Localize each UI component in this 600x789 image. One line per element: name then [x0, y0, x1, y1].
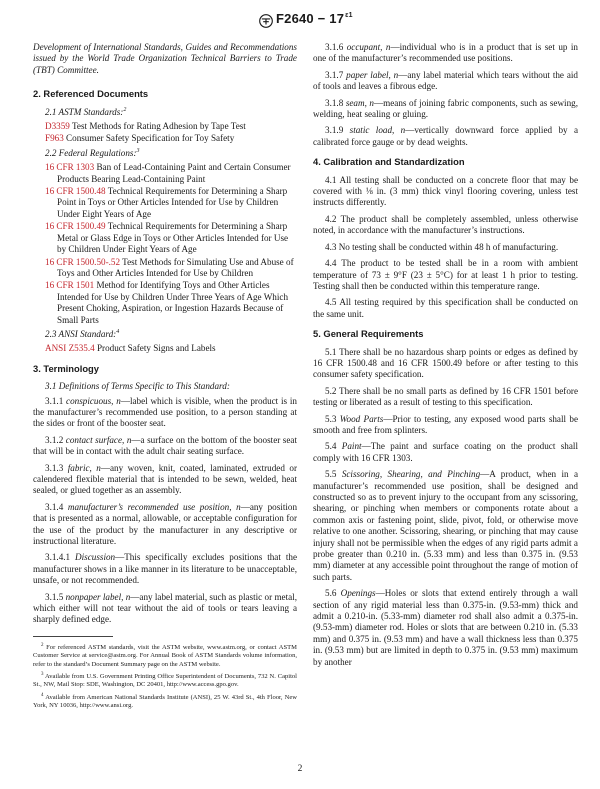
def-3-1-9: 3.1.9 static load, n—vertically downward force applied by a calibrated force gauge or by dead weights. — [313, 125, 579, 147]
def-3-1-8: 3.1.8 seam, n—means of joining fabric components, such as sewing, welding, heat sealing or gluing. — [313, 97, 578, 120]
footnote-3: $^3$ Available from U.S. Government Printing Office Superintendent of Documents, 732 N. Capitol St., NW, Mail Stop: SDE, Washington, DC 20401, http://www.access.gpo.gov. — [33, 671, 297, 689]
para-5-2: 5.2 There shall be no small parts as defined by 16 CFR 1501 before testing or liberated as a result of testing to this specification. — [313, 385, 578, 408]
def-3-1-6: 3.1.6 occupant, n—individual who is in a product that is set up in one of the manufacturer’s recommended use positions. — [313, 42, 578, 64]
def-3-1-2: 3.1.2 contact surface, n—a surface on the bottom of the booster seat that will be in contact with the adult chair seating surface. — [33, 434, 297, 457]
para-5-6: 5.6 Openings—Holes or slots that extend entirely through a wall section of any rigid material less than 0.375-in. (9.53-mm) thick and admit a 0.210-in. (5.33-mm) diameter rod shall also admit a 0.375-in. (9.53-mm) diameter rod. Holes or slots that are between 0.210 in. (5.33 mm) and 0.375 in. (9.53 mm) and have a wall thickness less than 0.375 in. (9.53 mm) but are limited in depth to 0.375 in. (9.53 mm) maximum by another — [313, 588, 578, 667]
ref-16cfr1501[interactable]: 16 CFR 1501 Method for Identifying Toys and Other Articles Intended for Use by Children Under Three Years of Age Which Present Choking, Aspiration, or Ingestion Hazards Because of Small Parts — [45, 280, 289, 325]
section-2-3: 2.3 ANSI Standard:$^4$ — [45, 328, 120, 339]
para-5-3: 5.3 Wood Parts—Prior to testing, any exposed wood parts shall be smooth and free from splinters. — [313, 413, 578, 435]
para-5-1: 5.1 There shall be no hazardous sharp points or edges as defined by 16 CFR 1500.48 and 16 CFR 1500.49 before or after testing to this consumer safety specification. — [313, 346, 578, 380]
left-column — [33, 42, 297, 712]
def-3-1-4: 3.1.4 manufacturer’s recommended use position, n—any position that is presented as a normal, allowable, or acceptable configuration for the use of the product by the manufacturer in any descriptive or instructional literature. — [33, 501, 298, 547]
ref-16cfr1500-50[interactable]: 16 CFR 1500.50-.52 Test Methods for Simulating Use and Abuse of Toys and Other Articles Intended for Use by Children — [45, 256, 294, 278]
right-column — [313, 42, 578, 673]
page-header — [0, 6, 600, 36]
standard-designation: $F2640 - 17^{\varepsilon 1}$ — [276, 11, 353, 26]
footnote-divider — [33, 636, 113, 637]
def-3-1-3: 3.1.3 fabric, n—any woven, knit, coated, laminated, extruded or calendered flexible material that is intended to be sewn, welded, heat sealed, or glued together as an assembly. — [33, 462, 298, 496]
ref-16cfr1500-49[interactable]: 16 CFR 1500.49 Technical Requirements for Determining a Sharp Metal or Glass Edge in Toys or Other Articles Intended for Use by Children Under Eight Years of Age — [45, 221, 289, 255]
footnote-4: $^4$ Available from American National Standards Institute (ANSI), 25 W. 43rd St., 4th Floor, New York, NY 10036, http://www.ansi.org. — [33, 692, 297, 710]
para-4-2: 4.2 The product shall be completely assembled, unless otherwise noted, in accordance with the manufacturer’s instructions. — [313, 213, 578, 236]
section-3-heading: 3. Terminology — [33, 362, 99, 374]
edition-superscript: ε1 — [345, 11, 353, 19]
footnote-2: $^2$ For referenced ASTM standards, visit the ASTM website, www.astm.org, or contact ASTM Customer Service at service@astm.org. For Annual Book of ASTM Standards volume information, refer to the standard’s Document Summary page on the ASTM website. — [33, 642, 297, 668]
footnotes — [33, 642, 297, 711]
section-2-1: 2.1 ASTM Standards:$^2$ — [45, 106, 127, 117]
def-3-1-1: 3.1.1 conspicuous, n—label which is visible, when the product is in the manufacturer’s recommended use position, to a person standing at the sides or front of the booster seat. — [33, 395, 297, 429]
para-5-4: 5.4 Paint—The paint and surface coating on the product shall comply with 16 CFR 1303. — [313, 441, 578, 463]
para-4-1: 4.1 All testing shall be conducted on a concrete floor that may be covered with ⅛ in. (3 mm) thick vinyl flooring covering, unless test instructs differently. — [313, 174, 578, 208]
astm-logo-icon — [259, 14, 273, 28]
section-2-2: 2.2 Federal Regulations:$^3$ — [45, 147, 140, 158]
section-5-heading: 5. General Requirements — [313, 328, 424, 340]
section-2-heading: 2. Referenced Documents — [33, 88, 149, 100]
section-4-heading: 4. Calibration and Standardization — [313, 156, 465, 168]
def-3-1-7: 3.1.7 paper label, n—any label material which tears without the aid of tools and leaves a fibrous edge. — [313, 69, 578, 92]
intro-text: Development of International Standards, Guides and Recommendations issued by the World Trade Organization Technical Barriers to Trade (TBT) Committee. — [33, 42, 297, 75]
para-4-4: 4.4 The product to be tested shall be in a room with ambient temperature of 73 ± 9°F (23 ± 5°C) for at least 1 h prior to testing. Testing shall then be conducted within this temperature range. — [313, 258, 578, 291]
ref-16cfr1500-48[interactable]: 16 CFR 1500.48 Technical Requirements for Determining a Sharp Point in Toys or Other Articles Intended for Use by Children Under Eight Years of Age — [45, 186, 288, 219]
def-3-1-4-1: 3.1.4.1 Discussion—This specifically excludes positions that the manufacturer shows in a like manner in its literature to be unacceptable, unsafe, or not recommended. — [33, 552, 297, 586]
ref-d3359[interactable]: D3359 Test Methods for Rating Adhesion by Tape Test — [45, 121, 246, 132]
para-5-5: 5.5 Scissoring, Shearing, and Pinching—A product, when in a manufacturer’s recommended use position, shall be designed and constructed so as to prevent injury to the occupant from any scissoring, shearing, or pinching when members or components rotate about a common axis or fastening point, slide, pivot, fold, or otherwise move relative to one another. Scissoring, shearing, or pinching that may cause injury shall not be permissible when the edges of any rigid parts admit a probe greater than 0.210 in. (5.33 mm) and less than 0.375 in. (9.53 mm) diameter at any accessible point throughout the range of motion of such parts. — [313, 469, 579, 582]
para-4-5: 4.5 All testing required by this specification shall be conducted on the same unit. — [313, 297, 578, 319]
section-3-1: 3.1 Definitions of Terms Specific to This Standard: — [45, 381, 230, 392]
page-number: 2 — [297, 764, 303, 774]
def-3-1-5: 3.1.5 nonpaper label, n—any label material, such as plastic or metal, which either will not tear without the aid of tools or tears leaving a sharply defined edge. — [33, 591, 297, 625]
ref-f963[interactable]: F963 Consumer Safety Specification for Toy Safety — [45, 133, 235, 144]
para-4-3: 4.3 No testing shall be conducted within 48 h of manufacturing. — [325, 241, 559, 252]
ref-ansi-z535[interactable]: ANSI Z535.4 Product Safety Signs and Labels — [45, 343, 216, 354]
ref-16cfr1303[interactable]: 16 CFR 1303 Ban of Lead-Containing Paint and Certain Consumer Products Bearing Lead-Containing Paint — [45, 162, 291, 184]
